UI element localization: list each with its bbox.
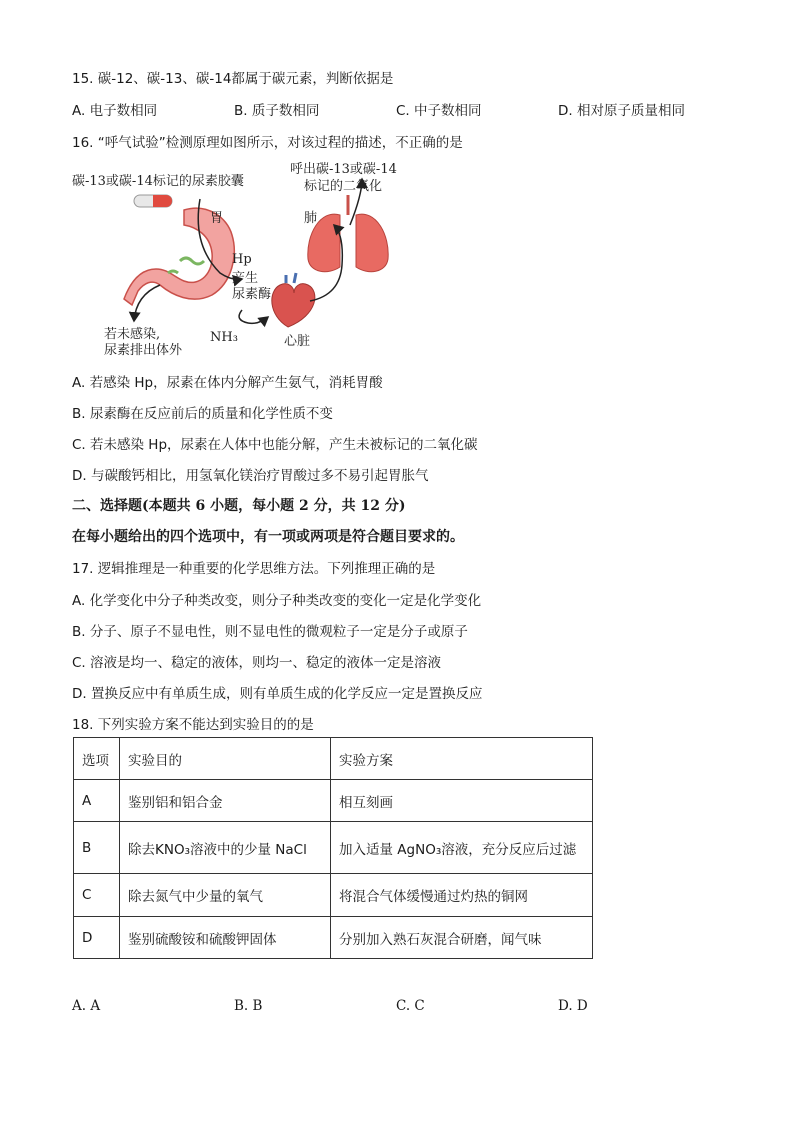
table-cell: 除去KNO₃溶液中的少量 NaCl bbox=[120, 822, 331, 874]
exhale-label-1: 呼出碳-13或碳-14 bbox=[290, 162, 397, 177]
table-cell: 分别加入熟石灰混合研磨，闻气味 bbox=[331, 917, 593, 959]
nh3-label: NH₃ bbox=[210, 330, 238, 345]
q15-option-d[interactable]: D. 相对原子质量相同 bbox=[558, 103, 685, 119]
produce-label: 产生 bbox=[232, 271, 259, 286]
lung-label: 肺 bbox=[304, 211, 318, 226]
heart-label: 心脏 bbox=[284, 334, 311, 349]
table-cell: D bbox=[74, 917, 120, 959]
table-cell: B bbox=[74, 822, 120, 874]
q15-stem: 15. 碳-12、碳-13、碳-14都属于碳元素，判断依据是 bbox=[72, 71, 394, 87]
uninfected-label-1: 若未感染, bbox=[104, 327, 161, 342]
q17-option-a[interactable]: A. 化学变化中分子种类改变，则分子种类改变的变化一定是化学变化 bbox=[72, 593, 482, 609]
q18-answer-c[interactable]: C. C bbox=[396, 998, 425, 1014]
q18-answer-a[interactable]: A. A bbox=[72, 998, 101, 1014]
q18-answer-b[interactable]: B. B bbox=[234, 998, 263, 1014]
table-header-cell: 选项 bbox=[74, 738, 120, 780]
q17-stem: 17. 逻辑推理是一种重要的化学思维方法。下列推理正确的是 bbox=[72, 561, 436, 577]
q17-option-c[interactable]: C. 溶液是均一、稳定的液体，则均一、稳定的液体一定是溶液 bbox=[72, 655, 442, 671]
table-cell: 鉴别铝和铝合金 bbox=[120, 780, 331, 822]
table-cell: A bbox=[74, 780, 120, 822]
experiment-table bbox=[73, 737, 593, 959]
q15-option-a[interactable]: A. 电子数相同 bbox=[72, 103, 158, 119]
q15-options bbox=[72, 99, 722, 119]
q16-option-c[interactable]: C. 若未感染 Hp，尿素在人体中也能分解，产生未被标记的二氧化碳 bbox=[72, 437, 478, 453]
hp-label: Hp bbox=[232, 252, 252, 267]
q17-option-b[interactable]: B. 分子、原子不显电性，则不显电性的微观粒子一定是分子或原子 bbox=[72, 624, 468, 640]
capsule-label: 碳-13或碳-14标记的尿素胶囊 bbox=[72, 174, 244, 189]
table-row bbox=[74, 917, 593, 959]
capsule-icon bbox=[134, 195, 172, 207]
table-row bbox=[74, 874, 593, 917]
table-row bbox=[74, 822, 593, 874]
table-header-cell: 实验目的 bbox=[120, 738, 331, 780]
exhale-label-2: 标记的二氧化 bbox=[304, 179, 383, 194]
lungs-icon bbox=[308, 195, 388, 272]
table-header-cell: 实验方案 bbox=[331, 738, 593, 780]
table-cell: 除去氮气中少量的氧气 bbox=[120, 874, 331, 917]
table-header-row bbox=[74, 738, 593, 780]
q16-option-d[interactable]: D. 与碳酸钙相比，用氢氧化镁治疗胃酸过多不易引起胃胀气 bbox=[72, 468, 429, 484]
q16-stem: 16. “呼气试验”检测原理如图所示，对该过程的描述，不正确的是 bbox=[72, 135, 463, 151]
urease-label: 尿素酶 bbox=[232, 287, 272, 302]
table-cell: 将混合气体缓慢通过灼热的铜网 bbox=[331, 874, 593, 917]
table-cell: 相互刻画 bbox=[331, 780, 593, 822]
uninfected-label-2: 尿素排出体外 bbox=[104, 343, 183, 358]
table-cell: 鉴别硫酸铵和硫酸钾固体 bbox=[120, 917, 331, 959]
q17-option-d[interactable]: D. 置换反应中有单质生成，则有单质生成的化学反应一定是置换反应 bbox=[72, 686, 483, 702]
q15-option-b[interactable]: B. 质子数相同 bbox=[234, 103, 320, 119]
q18-answer-d[interactable]: D. D bbox=[558, 998, 588, 1014]
breath-test-diagram bbox=[72, 155, 432, 360]
section-instruction: 在每小题给出的四个选项中，有一项或两项是符合题目要求的。 bbox=[72, 529, 464, 545]
section-title: 二、选择题(本题共 6 小题，每小题 2 分，共 12 分) bbox=[72, 498, 406, 514]
stomach-label: 胃 bbox=[210, 211, 224, 226]
q16-option-b[interactable]: B. 尿素酶在反应前后的质量和化学性质不变 bbox=[72, 406, 333, 422]
table-row bbox=[74, 780, 593, 822]
q18-stem: 18. 下列实验方案不能达到实验目的的是 bbox=[72, 717, 314, 733]
table-cell: C bbox=[74, 874, 120, 917]
table-cell: 加入适量 AgNO₃溶液，充分反应后过滤 bbox=[331, 822, 593, 874]
heart-icon bbox=[272, 273, 315, 327]
q15-option-c[interactable]: C. 中子数相同 bbox=[396, 103, 482, 119]
q16-option-a[interactable]: A. 若感染 Hp，尿素在体内分解产生氨气，消耗胃酸 bbox=[72, 375, 383, 391]
